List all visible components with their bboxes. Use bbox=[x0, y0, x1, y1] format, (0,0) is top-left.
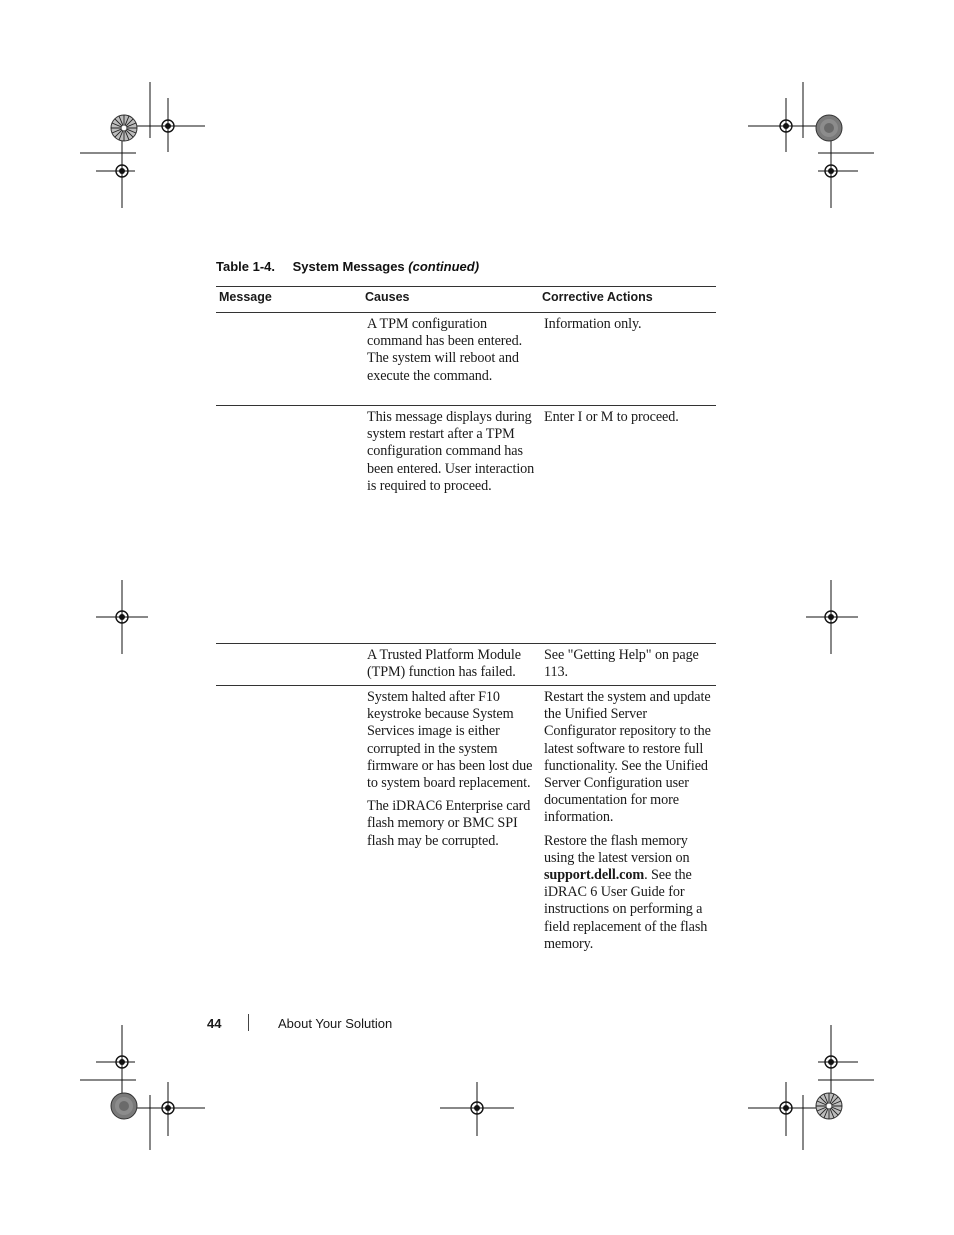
header-causes: Causes bbox=[362, 287, 539, 313]
table-caption bbox=[216, 259, 479, 274]
causes-cell bbox=[362, 686, 539, 980]
actions-cell bbox=[539, 644, 716, 686]
table-caption-continued: (continued) bbox=[408, 259, 480, 274]
system-messages-table bbox=[216, 286, 716, 979]
table-caption-title: System Messages bbox=[292, 259, 405, 274]
message-cell bbox=[216, 406, 362, 644]
message-cell bbox=[216, 686, 362, 980]
footer-title: About Your Solution bbox=[278, 1016, 393, 1031]
page-number: 44 bbox=[207, 1016, 222, 1031]
message-cell bbox=[216, 644, 362, 686]
restore-text-before: Restore the flash memory using the latest version on bbox=[544, 832, 690, 866]
causes-cell bbox=[362, 313, 539, 406]
table-caption-number: Table 1-4. bbox=[216, 259, 276, 274]
cause-text: This message displays during system restart after a TPM configuration command has been entered. User interaction is required to proceed. bbox=[367, 409, 535, 494]
cause-text: System halted after F10 keystroke because System Services image is either corrupted in the system firmware or has been lost due to system board replacement. bbox=[367, 689, 533, 792]
cause-text: The iDRAC6 Enterprise card flash memory or BMC SPI flash may be corrupted. bbox=[367, 798, 531, 849]
action-text: Restart the system and update the Unified Server Configurator repository to the latest software to restore full functionality. See the Unified Server Configuration user documentation for more information. bbox=[544, 689, 711, 826]
action-text: Enter I or M to proceed. bbox=[544, 409, 679, 425]
table-row bbox=[216, 313, 716, 406]
header-message: Message bbox=[216, 287, 362, 313]
message-cell bbox=[216, 313, 362, 406]
cause-text: A Trusted Platform Module (TPM) function has failed. bbox=[367, 647, 521, 681]
header-corrective-actions: Corrective Actions bbox=[539, 287, 716, 313]
actions-cell bbox=[539, 313, 716, 406]
action-text-restore bbox=[544, 833, 714, 953]
causes-cell bbox=[362, 406, 539, 644]
support-link[interactable]: support.dell.com bbox=[544, 867, 645, 884]
restore-text-after: . See the iDRAC 6 User Guide for instructions on performing a field replacement of the flash memory. bbox=[544, 867, 708, 952]
table-row bbox=[216, 406, 716, 644]
cause-text: A TPM configuration command has been entered. The system will reboot and execute the command. bbox=[367, 316, 523, 384]
actions-cell bbox=[539, 686, 716, 980]
action-text: Information only. bbox=[544, 316, 642, 332]
table-row bbox=[216, 686, 716, 980]
footer-separator bbox=[248, 1014, 249, 1031]
actions-cell bbox=[539, 406, 716, 644]
causes-cell bbox=[362, 644, 539, 686]
table-header-row bbox=[216, 287, 716, 313]
table-row bbox=[216, 644, 716, 686]
action-text: See "Getting Help" on page 113. bbox=[544, 647, 699, 681]
